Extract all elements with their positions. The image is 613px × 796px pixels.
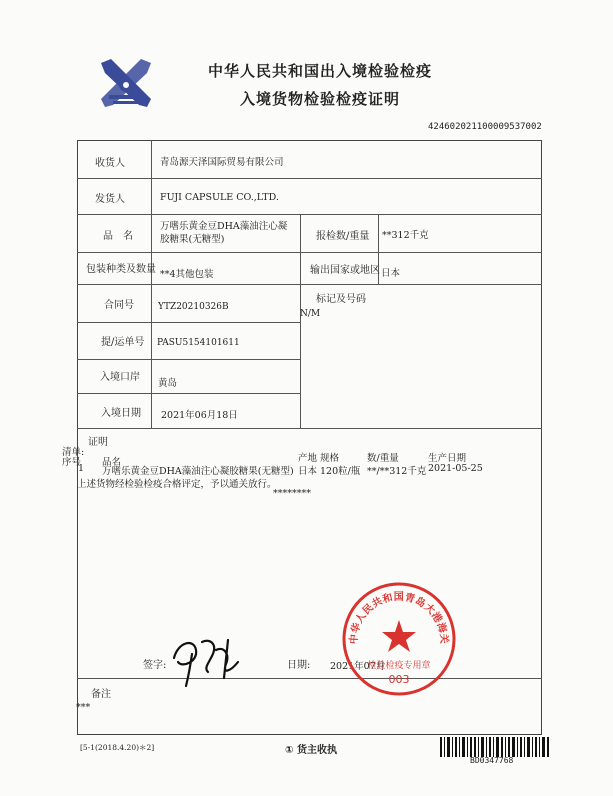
bill-value: PASU5154101611 [157,338,240,348]
inspection-emblem-icon [95,55,157,117]
copy-label: ① 货主收执 [285,745,337,756]
bill-label: 提/运单号 [101,337,145,348]
divider [77,428,542,429]
packing-value: **4其他包装 [160,269,214,280]
remarks-label: 备注 [91,689,111,700]
product-label: 品 名 [103,231,133,242]
contract-label: 合同号 [104,300,134,311]
svg-text:003: 003 [388,673,410,686]
title-line-1: 中华人民共和国出入境检验检疫 [207,62,432,80]
quantity-label: 报检数/重量 [316,231,370,242]
row-date: 2021-05-25 [428,463,483,474]
entry-date-label: 入境日期 [101,408,141,419]
consignee-label: 收货人 [95,158,125,169]
remarks-value: *** [76,702,91,713]
svg-text:中华人民共和国青岛大港海关: 中华人民共和国青岛大港海关 [348,592,450,645]
marks-value: N/M [300,309,321,319]
packing-label: 包装种类及数量 [86,264,156,275]
consignor-value: FUJI CAPSULE CO.,LTD. [160,192,279,203]
row-qty: **/**312千克 [367,466,427,477]
proof-stars: ******** [273,488,311,499]
origin-label: 输出国家或地区 [310,265,380,276]
divider [77,393,300,394]
handwritten-signature [168,628,246,688]
certificate-frame [77,140,542,735]
sign-date-value: 2021年07月 [330,661,386,672]
divider [77,678,542,679]
title-line-2: 入境货物检验检疫证明 [239,90,400,108]
marks-label: 标记及号码 [316,294,366,305]
divider [151,140,152,428]
col-origin-header: 产地 [298,453,318,464]
divider [300,214,301,428]
entry-date-value: 2021年06月18日 [161,410,238,421]
product-value: 万嗜乐黄金豆DHA藻油注心凝胶糖果(无糖型) [160,221,288,245]
col-seq-header: 序号 [62,457,82,468]
contract-value: YTZ20210326B [158,302,229,312]
official-seal-stamp [340,580,458,698]
barcode-number: BD0347768 [470,756,514,765]
consignor-label: 发货人 [95,194,125,205]
quantity-value: **312千克 [382,230,429,241]
col-name-header: 品名 [102,457,122,468]
svg-text:检验检疫专用章: 检验检疫专用章 [367,661,431,671]
port-label: 入境口岸 [100,372,140,383]
divider [77,214,542,215]
divider [77,252,542,253]
port-value: 黄岛 [158,378,178,389]
divider [77,322,300,323]
certificate-serial: 424602021100009537002 [428,122,542,132]
col-spec-header: 规格 [320,453,340,464]
divider [77,178,542,179]
row-origin: 日本 [298,466,318,477]
row-spec: 120粒/瓶 [320,466,361,477]
col-qty-header: 数/重量 [367,453,399,464]
list-label: 清单: [62,447,85,458]
consignee-value: 青岛源天泽国际贸易有限公司 [160,157,284,168]
form-code: [5-1(2018.4.20)＊2] [80,743,155,752]
row-name: 万嗜乐黄金豆DHA藻油注心凝胶糖果(无糖型) [102,466,294,477]
proof-label: 证明 [88,437,108,448]
date-label: 日期: [287,660,311,671]
row-seq: 1 [78,463,85,474]
conclusion-text: 上述货物经检验检疫合格评定，予以通关放行。 [77,479,277,490]
divider [77,284,542,285]
origin-value: 日本 [381,268,401,279]
divider [77,359,300,360]
col-date-header: 生产日期 [428,453,467,464]
barcode-icon [440,737,550,757]
sign-label: 签字: [143,660,167,671]
